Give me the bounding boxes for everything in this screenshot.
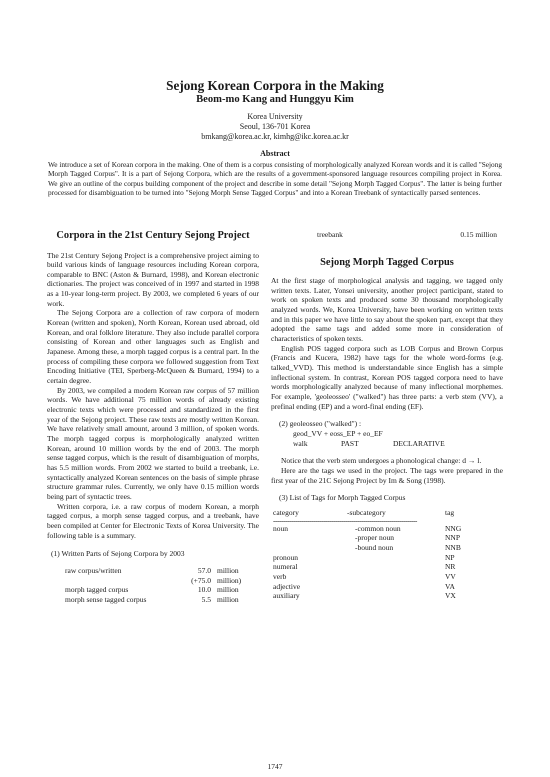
paragraph: English POS tagged corpora such as LOB Corpus and Brown Corpus (Francis and Kucera, 1982) have tags for the whole word-forms (e.g. talked_VVD). This method is understandable since English has a simple inflectional system. In contrast, Korean POS tagged corpora need to have words morphologically analyzed because of many inflectional morphemes. For example, 'geoleosseo' ("walked") has three parts: a verb stem (VV), a prefinal ending (EP) and a word-final ending (EF). <box>271 343 503 411</box>
paper-title: Sejong Korean Corpora in the Making <box>166 78 384 93</box>
table-row: adjective VA <box>273 581 455 591</box>
section-heading-sejong-project: Corpora in the 21st Century Sejong Project <box>56 230 250 241</box>
corpus-size-table <box>65 566 241 605</box>
table-row: numeral NR <box>273 562 456 572</box>
example-2: (2) geoleosseo ("walked") : geod_VV + eoss_EP + eo_EF walk PAST DECLARATIVE <box>279 419 445 448</box>
table-row: noun -common noun NNG <box>273 523 462 533</box>
table-row: verb VV <box>273 571 456 581</box>
tag-table-separator: ------------------------------------------------------------------------ <box>273 517 417 524</box>
table-row: -bound noun NNB <box>355 542 461 552</box>
table-row: raw corpus/written 57.0 million <box>65 565 239 575</box>
paragraph: At the first stage of morphological analysis and tagging, we tagged only written texts. Later, Yonsei university, another project participant, stated to work on spoken texts and produced some 30 thousand morphologically analyzed words. We, Korea University, have been working on written texts and in this paper we have little to say about the spoken part, except that they adopted the same tags and added some more in consideration of characteristics of spoken texts. <box>271 276 503 344</box>
table-row: morph tagged corpus 10.0 million <box>65 585 239 595</box>
page-number: 1747 <box>267 762 283 771</box>
author-names: Beom-mo Kang and Hunggyu Kim <box>196 94 354 105</box>
affiliation-emails: bmkang@korea.ac.kr, kimhg@ikc.korea.ac.kr <box>201 132 349 141</box>
table-row: (+75.0 million) <box>191 575 242 585</box>
table-caption: (1) Written Parts of Sejong Corpora by 2003 <box>51 549 185 559</box>
paragraph: By 2003, we compiled a modern Korean raw corpus of 57 million words. We have additional 75 million words of already existing electronic texts which were processed and standardized in the first year of the Sejong project. These raw texts are mostly written Korean. We have relatively small amount, around 3 million, of spoken words. The morph tagged corpus is morphologically analyzed written Korean, around 10 million words by the end of 2003. The morph sense tagged corpus, which is the result of disambiguation of morphs, has 5.5 million words. From 2002 we started to build a treebank, i.e. syntactically analyzed Korean sentences on the basis of simple phrase structure grammar rules. Currently, we only have 0.15 million words being part of syntactic trees. <box>47 385 259 501</box>
paragraph: Notice that the verb stem undergoes a phonological change: d → l. <box>281 456 482 466</box>
affiliation-university: Korea University <box>247 112 303 121</box>
section-heading-morph-tagged: Sejong Morph Tagged Corpus <box>320 256 454 268</box>
paragraph: Written corpora, i.e. a raw corpus of modern Korean, a morph tagged corpus, a morph sense tagged corpus, and a treebank, have been compiled at Center for Electronic Texts of Korea University. The following table is a summary. <box>47 501 259 540</box>
table-row: auxiliary VX <box>273 591 456 601</box>
affiliation-city: Seoul, 136-701 Korea <box>239 122 311 131</box>
table-row: treebank 0.15 million <box>317 230 497 239</box>
paragraph: The 21st Century Sejong Project is a comprehensive project aiming to build various kinds of language resources including Korean corpora, comparable to BNC (Aston & Burnard, 1998), and Korean electronic dictionaries. The project was conceived of in 1997 and started in 1998 as a 10-year long-term project. By 2003, we completed 6 years of our work. <box>47 250 259 308</box>
table-row: -proper noun NNP <box>355 533 461 543</box>
right-column <box>271 230 503 601</box>
table-row: morph sense tagged corpus 5.5 million <box>65 594 239 604</box>
paragraph: Here are the tags we used in the project. The tags were prepared in the first year of the 21C Sejong Project by Im & Song (1998). <box>271 465 503 485</box>
abstract-heading: Abstract <box>260 149 290 158</box>
table-row: pronoun NP <box>273 552 455 562</box>
tag-table-header: category -subcategory tag <box>273 507 455 517</box>
abstract-text: We introduce a set of Korean corpora in the making. One of them is a corpus consisting of morphologically analyzed Korean words and it is called "Sejong Morph Tagged Corpus". It is a part of Sejong Corpora, which are the results of a government-sponsored language resources compiling project in Korea. We give an outline of the corpus building component of the project and describe in some detail "Sejong Morph Tagged Corpus". The latter is being further processed for disambiguation to be turned into "Sejong Morph Sense Tagged Corpus" and into a Korean Treebank of syntactically parsed sentences. <box>48 160 502 197</box>
left-column <box>47 230 259 604</box>
paragraph: The Sejong Corpora are a collection of raw corpora of modern Korean (written and spoken), North Korean, Korean used abroad, old Korean, and oral folklore literature. They also include parallel corpora consisting of Korean and other languages such as English and Japanese. Among these, a morph tagged corpus is a central part. In the process of compiling these corpora we followed suggestion from Text Encoding Initiative (TEI, Sperberg-McQueen & Burnard, 1994) to a certain degree. <box>47 308 259 386</box>
tag-list-caption: (3) List of Tags for Morph Tagged Corpus <box>279 493 406 503</box>
tag-table <box>271 508 503 601</box>
